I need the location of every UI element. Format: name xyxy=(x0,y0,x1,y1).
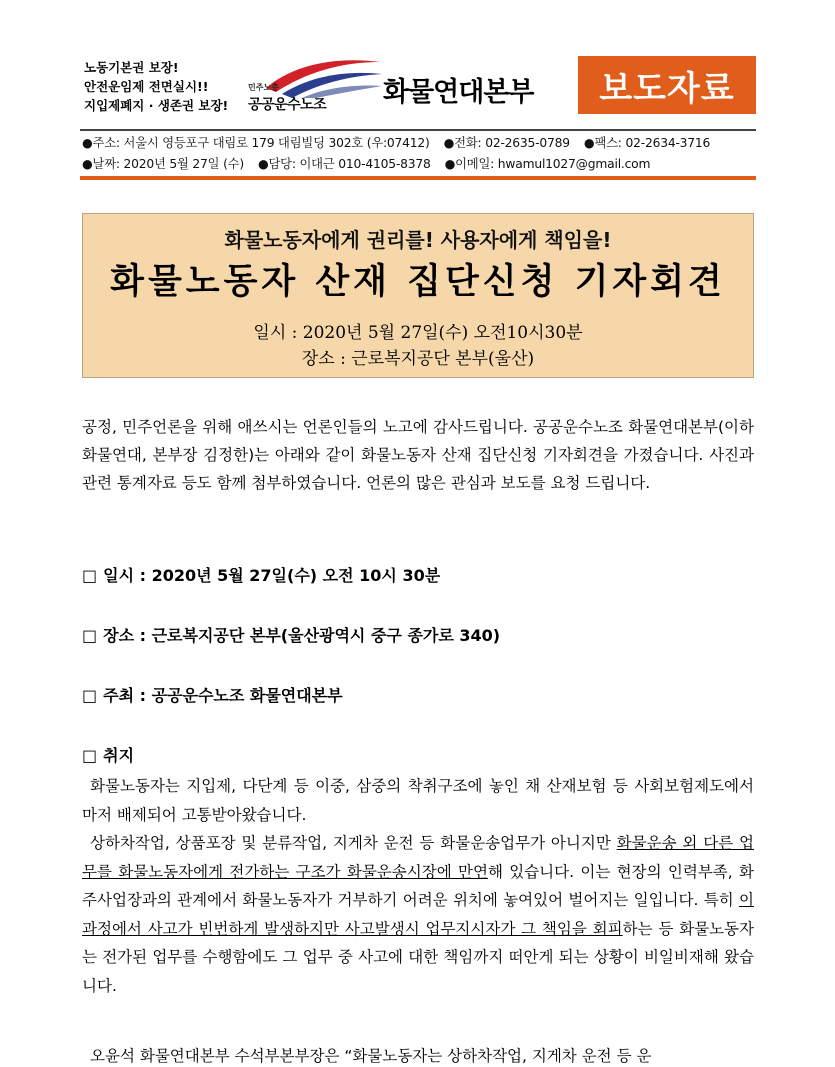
item-text: 일시 : 2020년 5월 27일(수) 오전 10시 30분 xyxy=(103,566,441,585)
purpose-paragraph-3: 오윤석 화물연대본부 수석부본부장은 “화물노동자는 상하차작업, 지게차 운전 등 운 xyxy=(90,1047,652,1065)
purpose-paragraph-2 xyxy=(82,829,754,1000)
contact-line-1 xyxy=(82,133,710,151)
email[interactable]: ●이메일: hwamul1027@gmail.com xyxy=(444,157,651,171)
accent-divider xyxy=(80,176,756,180)
logo-main-text: 공공운수노조 xyxy=(248,97,327,113)
item-host xyxy=(82,683,343,706)
item-purpose-heading xyxy=(82,743,134,766)
slogan-list xyxy=(84,58,228,115)
text-span: 상하차작업, 상품포장 및 분류작업, 지게차 운전 등 화물운송업무가 아니지만 xyxy=(90,834,617,852)
item-text: 주최 : 공공운수노조 화물연대본부 xyxy=(103,686,343,705)
slogan: 지입제폐지 · 생존권 보장! xyxy=(84,98,229,113)
checkbox-icon: □ xyxy=(82,566,98,585)
page-title: 화물노동자 산재 집단신청 기자회견 xyxy=(110,262,726,302)
title-box xyxy=(82,213,754,378)
logo-small-text: 민주노총 xyxy=(248,83,279,92)
intro-paragraph: 공정, 민주언론을 위해 애쓰시는 언론인들의 노고에 감사드립니다. 공공운수노조 화물연대본부(이하 화물연대, 본부장 김정한)는 아래와 같이 화물노동자 산재 집단신청 기자회견을 가졌습니다. 사진과 관련 통계자료 등도 함께 첨부하였습니다. 언론의 많은 관심과 보도를 요청 드립니다. xyxy=(82,418,754,492)
text-span: 하는 등 화물노동자는 전가된 업무를 수행함에도 그 업무 중 사고에 대한 책임까지 떠안게 되는 상황이 비일비재해 왔습니다. xyxy=(82,919,754,995)
slogan: 노동기본권 보장! xyxy=(84,60,179,75)
subtitle: 화물노동자에게 권리를! 사용자에게 책임을! xyxy=(224,228,612,252)
phone: ●전화: 02-2635-0789 xyxy=(443,136,570,150)
text-span: 해 있습니다. 이는 현장의 인력부족, 화주사업장과의 관계에서 화물노동자가 거부하기 어려운 위치에 놓여있어 벌어지는 일입니다. 특히 xyxy=(82,862,754,909)
item-text: 취지 xyxy=(103,746,135,765)
press-release-badge: 보도자료 xyxy=(578,56,756,114)
underlined-text: 화물운송 외 다른 업무를 화물노동자에게 전가하는 구조가 화물운송시장에 만연 xyxy=(82,834,754,881)
checkbox-icon: □ xyxy=(82,686,98,705)
checkbox-icon: □ xyxy=(82,626,98,645)
underlined-text: 이 과정에서 사고가 빈번하게 발생하지만 사고발생시 업무지시자가 그 책임을 회피 xyxy=(82,891,754,938)
contact-line-2 xyxy=(82,154,664,172)
item-place xyxy=(82,623,500,646)
event-date: 일시 : 2020년 5월 27일(수) 오전10시30분 xyxy=(253,323,583,343)
address: ●주소: 서울시 영등포구 대림로 179 대림빌딩 302호 (우:07412) xyxy=(82,136,430,150)
org-name: 화물연대본부 xyxy=(383,77,534,108)
letterhead xyxy=(78,44,756,130)
union-logo xyxy=(248,48,388,128)
logo-swoosh-icon xyxy=(262,48,384,98)
slogan: 안전운임제 전면실시!! xyxy=(84,79,209,94)
purpose-paragraph-1: 화물노동자는 지입제, 다단계 등 이중, 삼중의 착취구조에 놓인 채 산재보험 등 사회보험제도에서 마저 배제되어 고통받아왔습니다. xyxy=(82,777,754,824)
fax: ●팩스: 02-2634-3716 xyxy=(583,136,711,150)
item-text: 장소 : 근로복지공단 본부(울산광역시 중구 종가로 340) xyxy=(103,626,501,645)
date: ●날짜: 2020년 5월 27일 (수) xyxy=(82,157,244,171)
divider xyxy=(80,129,756,131)
checkbox-icon: □ xyxy=(82,746,98,765)
item-datetime xyxy=(82,563,440,586)
manager: ●담당: 이대근 010-4105-8378 xyxy=(257,157,431,171)
event-place: 장소 : 근로복지공단 본부(울산) xyxy=(301,349,535,369)
